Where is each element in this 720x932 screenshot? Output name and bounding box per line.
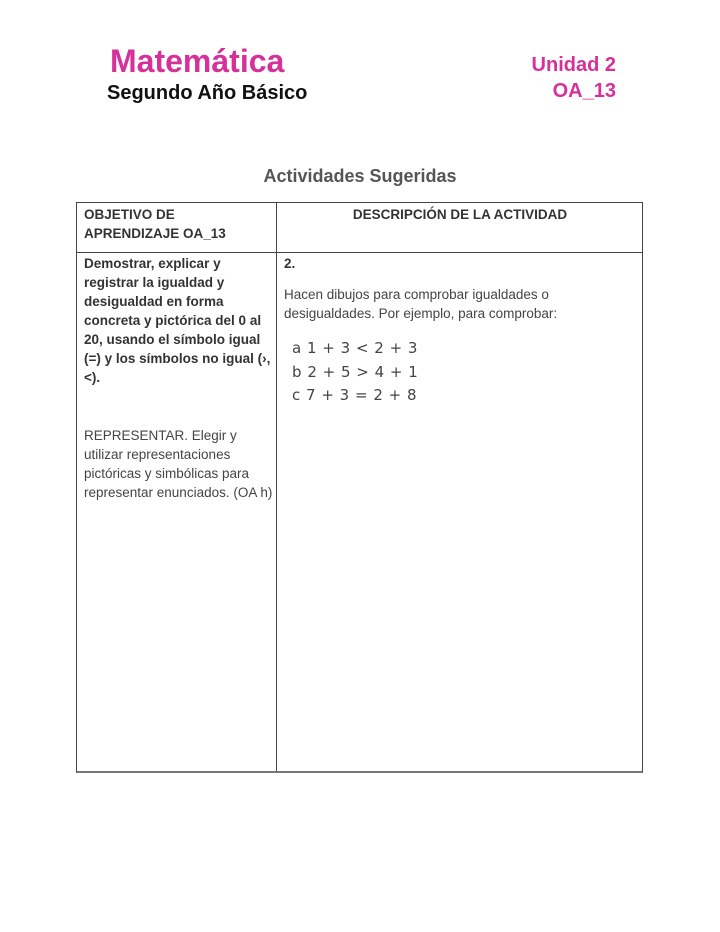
learning-objective: Demostrar, explicar y registrar la igualdad y desigualdad en forma concreta y pictórica del 0 al 20, usando el símbolo igual (=) y los símbolos no igual (›,<). xyxy=(84,256,271,385)
subject-title: Matemática xyxy=(110,43,285,79)
example-item xyxy=(292,361,634,385)
activity-number: 2. xyxy=(284,256,296,271)
section-title: Actividades Sugeridas xyxy=(263,166,457,186)
example-item xyxy=(292,384,634,408)
activity-description xyxy=(284,254,634,408)
header-objective: OBJETIVO DE APRENDIZAJE OA_13 xyxy=(84,207,226,241)
examples-list xyxy=(292,337,634,408)
example-label: c xyxy=(292,386,301,404)
example-label: a xyxy=(292,339,302,357)
oa-code: OA_13 xyxy=(552,80,616,102)
document-header-right xyxy=(532,52,616,104)
example-expression: 2 + 5 > 4 + 1 xyxy=(307,362,419,381)
activity-text: Hacen dibujos para comprobar igualdades o desigualdades. Por ejemplo, para comprobar: xyxy=(284,287,558,321)
example-expression: 1 + 3 < 2 + 3 xyxy=(306,339,418,357)
header-description: DESCRIPCIÓN DE LA ACTIVIDAD xyxy=(352,207,568,222)
column-divider xyxy=(276,203,277,771)
example-item xyxy=(292,337,634,361)
grade-level: Segundo Año Básico xyxy=(107,82,308,104)
activities-table xyxy=(76,202,643,773)
example-expression: 7 + 3 = 2 + 8 xyxy=(306,386,418,404)
row-divider xyxy=(77,252,642,253)
skill-description: REPRESENTAR. Elegir y utilizar representaciones pictóricas y simbólicas para representar enunciados. (OA h) xyxy=(84,428,273,500)
example-label: b xyxy=(292,362,303,381)
document-header-left xyxy=(107,42,307,106)
unit-label: Unidad 2 xyxy=(531,54,616,76)
